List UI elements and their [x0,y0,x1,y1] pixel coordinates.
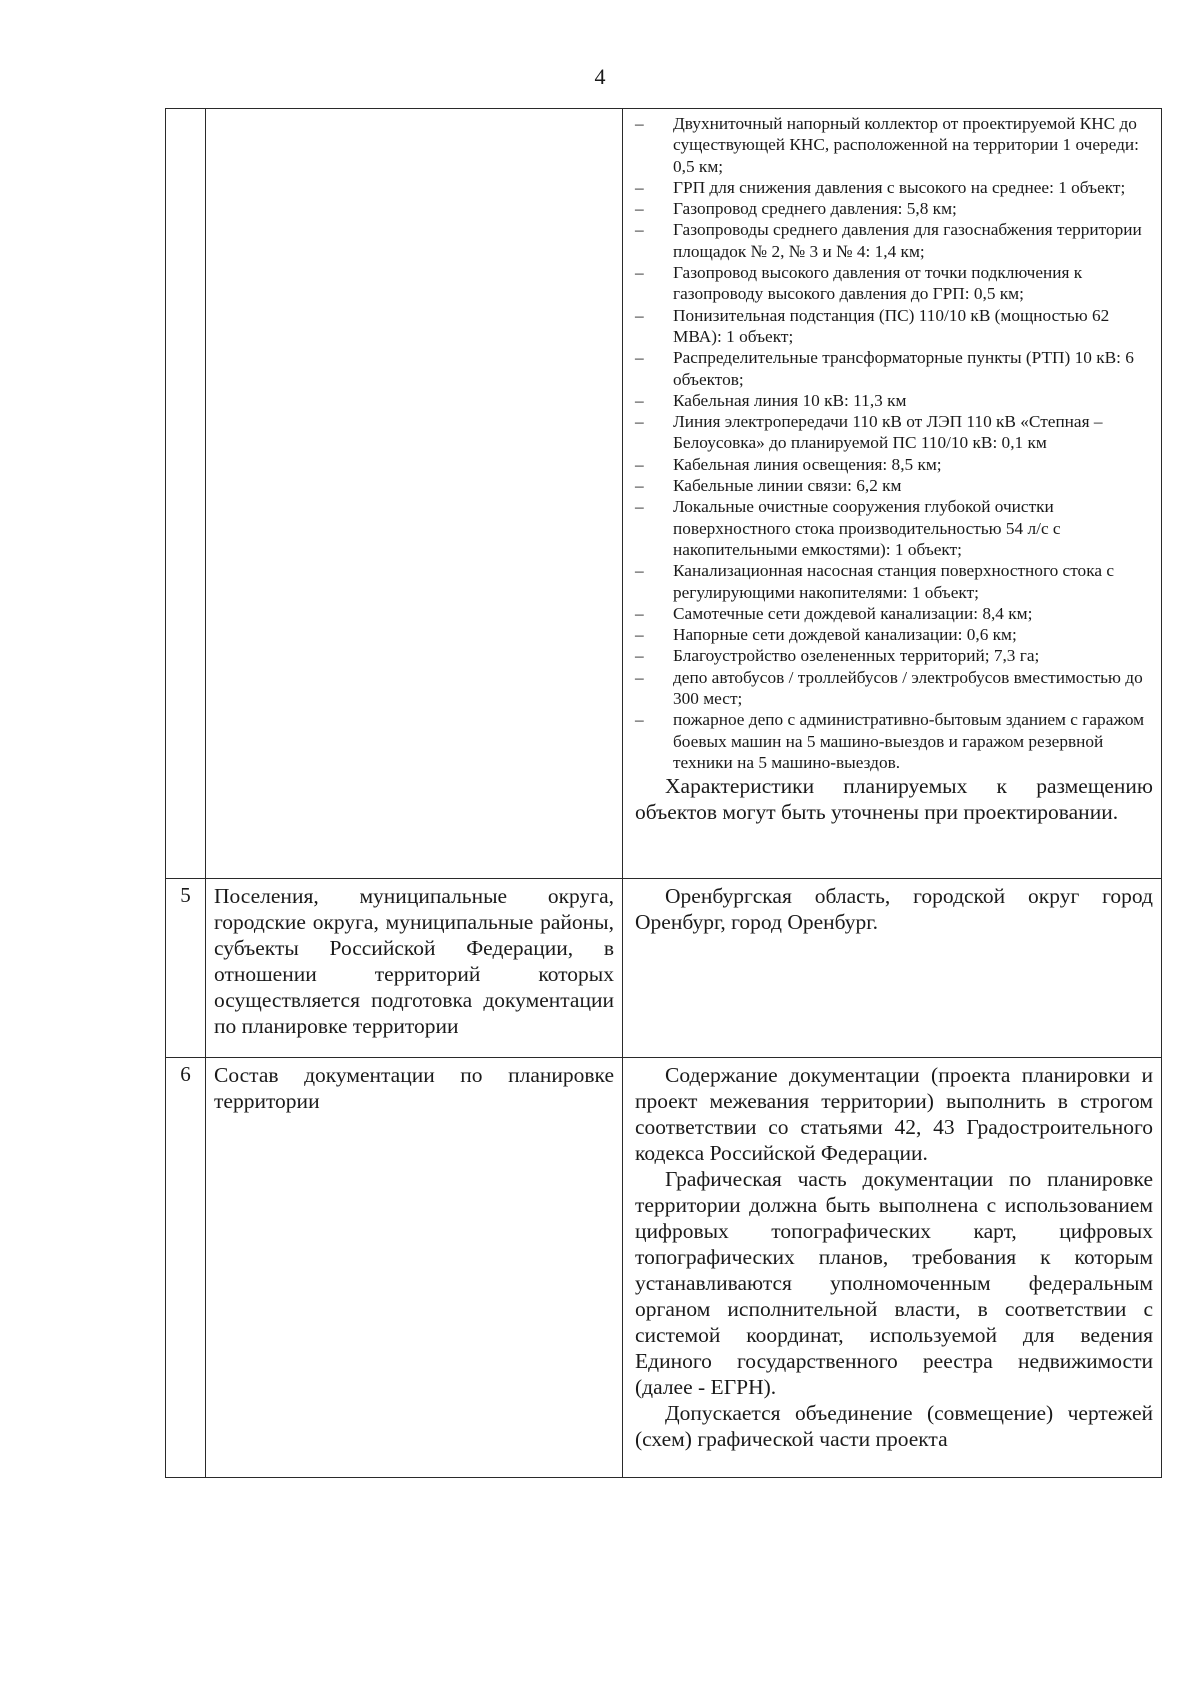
list-dash: – [635,412,644,432]
list-dash: – [635,497,644,517]
planned-objects-list [635,113,1153,773]
list-item [635,198,1153,219]
list-item-text: депо автобусов / троллейбусов / электробусов вместимостью до 300 мест; [673,667,1143,709]
list-item [635,475,1153,496]
list-item-text: Газопровод высокого давления от точки подключения к газопроводу высокого давления до ГРП: 0,5 км; [673,263,1083,304]
list-dash: – [635,390,644,410]
list-item-text: Самотечные сети дождевой канализации: 8,4 км; [673,603,1033,623]
row-name: Поселения, муниципальные округа, городские округа, муниципальные районы, субъекты Российской Федерации, в отношении территорий которых осуществляется подготовка документации по планировке территории [206,879,623,1058]
list-item-text: Благоустройство озелененных территорий; 7,3 га; [673,646,1040,666]
row-value-cell [623,1058,1162,1478]
list-item [635,177,1153,198]
row-paragraph: Допускается объединение (совмещение) чертежей (схем) графической части проекта [635,1401,1153,1451]
row-number: 5 [166,879,206,1058]
row-number: 6 [166,1058,206,1478]
list-dash: – [635,667,644,687]
row-number-cell [166,109,206,879]
list-item-text: Газопровод среднего давления: 5,8 км; [673,199,957,219]
list-dash: – [635,177,644,197]
list-item-text: Канализационная насосная станция поверхностного стока с регулирующими накопителями: 1 объект; [673,561,1114,602]
list-item [635,624,1153,645]
list-item-text: Локальные очистные сооружения глубокой очистки поверхностного стока производительностью 54 л/с с накопительными емкостями): 1 объект; [673,497,1061,559]
list-item [635,305,1153,348]
list-item [635,262,1153,305]
row-paragraph: Содержание документации (проекта планировки и проект межевания территории) выполнить в строгом соответствии со статьями 42, 43 Градостроительного кодекса Российской Федерации. [635,1063,1153,1165]
list-item [635,113,1153,177]
page-number: 4 [594,64,606,89]
list-dash: – [635,114,644,133]
list-item-text: Кабельные линии связи: 6,2 км [673,476,902,496]
objects-note: Характеристики планируемых к размещению объектов могут быть уточнены при проектировании. [635,774,1153,825]
list-item-text: Двухниточный напорный коллектор от проектируемой КНС до существующей КНС, расположенной на территории 1 очереди: 0,5 км; [673,114,1139,176]
row-name: Состав документации по планировке территории [206,1058,623,1478]
list-dash: – [635,710,644,730]
list-dash: – [635,561,644,581]
list-item [635,667,1153,710]
list-dash: – [635,625,644,645]
list-item-text: Распределительные трансформаторные пункты (РТП) 10 кВ: 6 объектов; [673,348,1134,389]
list-item [635,496,1153,560]
table-row-continued [166,109,1162,879]
list-item [635,454,1153,475]
row-paragraph: Графическая часть документации по планировке территории должна быть выполнена с использованием цифровых топографических карт, цифровых топографических планов, требования к которым устанавливаются уполномоченным федеральным органом исполнительной власти, в соответствии с системой координат, используемой для ведения Единого государственного реестра недвижимости (далее - ЕГРН). [635,1167,1153,1399]
list-dash: – [635,305,644,325]
list-item-text: Напорные сети дождевой канализации: 0,6 км; [673,625,1017,645]
list-item [635,560,1153,603]
list-dash: – [635,476,644,496]
list-item [635,645,1153,666]
list-dash: – [635,646,644,666]
row-value-cell [623,109,1162,879]
list-item [635,390,1153,411]
list-item-text: пожарное депо с административно-бытовым зданием с гаражом боевых машин на 5 машино-выездов и гаражом резервной техники на 5 машино-выездов. [673,710,1145,772]
list-item [635,411,1153,454]
specification-table [165,108,1162,1478]
list-dash: – [635,263,644,283]
table-row [166,1058,1162,1478]
list-item-text: Кабельная линия 10 кВ: 11,3 км [673,390,907,410]
list-dash: – [635,348,644,368]
table-row [166,879,1162,1058]
list-item [635,219,1153,262]
list-dash: – [635,454,644,474]
row-name-cell [206,109,623,879]
list-item [635,709,1153,773]
list-item-text: ГРП для снижения давления с высокого на среднее: 1 объект; [673,177,1126,197]
list-item [635,603,1153,624]
list-dash: – [635,603,644,623]
row-value-cell [623,879,1162,1058]
list-item-text: Кабельная линия освещения: 8,5 км; [673,454,942,474]
row-value: Оренбургская область, городской округ город Оренбург, город Оренбург. [635,884,1153,934]
list-item-text: Линия электропередачи 110 кВ от ЛЭП 110 кВ «Степная – Белоусовка» до планируемой ПС 110/10 кВ: 0,1 км [673,412,1103,453]
list-item-text: Газопроводы среднего давления для газоснабжения территории площадок № 2, № 3 и № 4: 1,4 км; [673,220,1142,261]
list-dash: – [635,220,644,240]
list-item [635,347,1153,390]
list-dash: – [635,199,644,219]
list-item-text: Понизительная подстанция (ПС) 110/10 кВ (мощностью 62 МВА): 1 объект; [673,305,1110,346]
